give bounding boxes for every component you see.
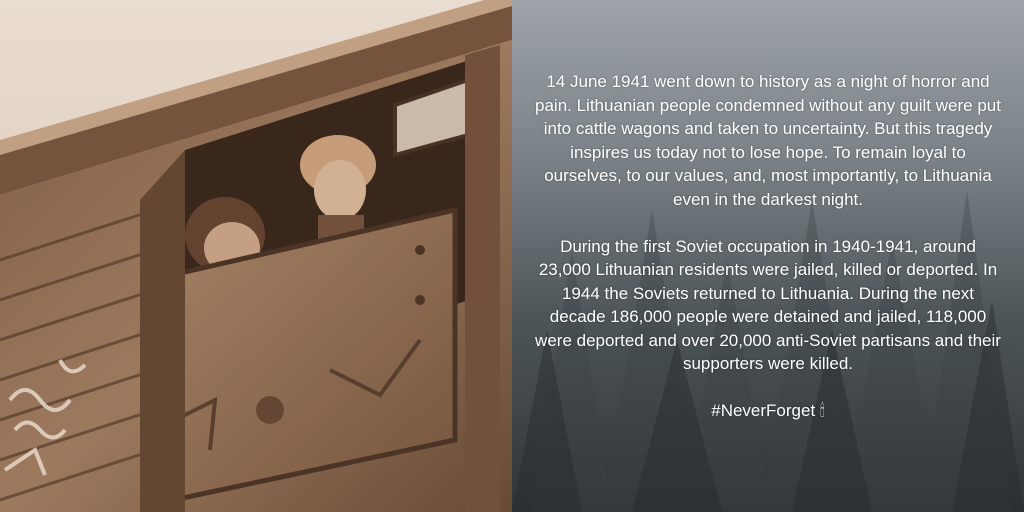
- paragraph-statistics: During the first Soviet occupation in 1940-1941, around 23,000 Lithuanian residents were jailed, killed or deported. In 1944 the Soviets returned to Lithuania. During the next decade 186,000 people were detained and jailed, 118,000 were deported and over 20,000 anti-Soviet partisans and their supporters were killed.: [535, 236, 1001, 373]
- memorial-text: [534, 70, 1002, 423]
- hashtag-never-forget: #NeverForget 🕯: [711, 401, 825, 420]
- paragraph-intro: 14 June 1941 went down to history as a night of horror and pain. Lithuanian people condemned without any guilt were put into cattle wagons and taken to uncertainty. But this tragedy inspires us today not to lose hope. To remain loyal to ourselves, to our values, and, most importantly, to Lithuania even in the darkest night.: [535, 72, 1001, 209]
- memorial-text-panel: [512, 0, 1024, 512]
